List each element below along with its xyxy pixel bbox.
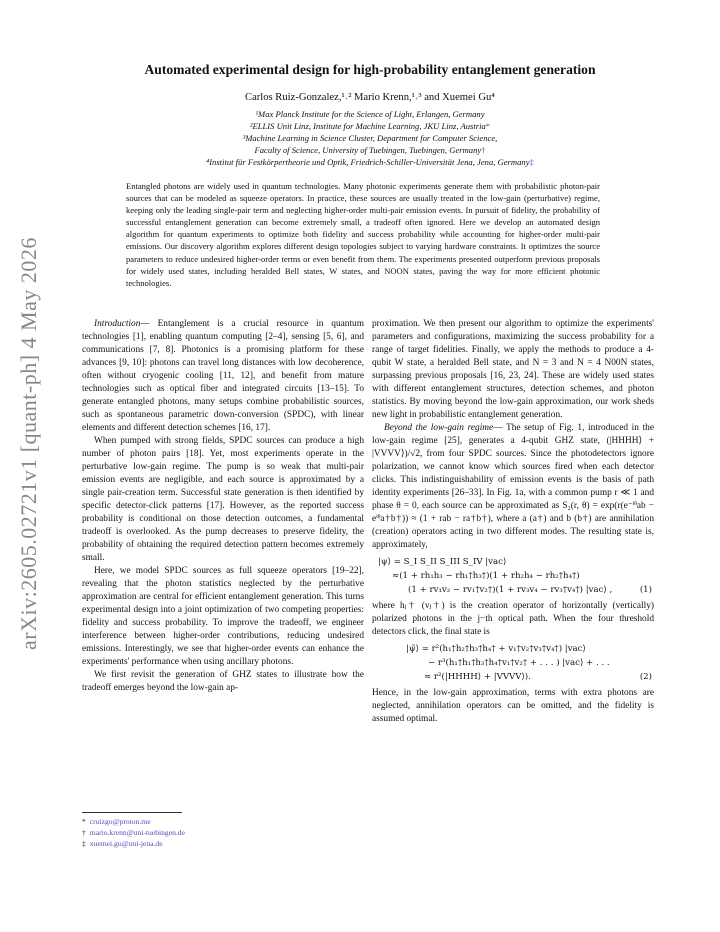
- equation-2-row: ≈ r²(|HHHH⟩ + |VVVV⟩).: [424, 672, 531, 682]
- footnote-mark-2[interactable]: †: [481, 145, 486, 155]
- paragraph-algorithm-overview: proximation. We then present our algorithm to optimize the experiments' parameters and configurations, maximizing the success probability for a range of target fidelities. Finally, we apply the methods to produce a 4-qubit W state, a heralded Bell state, and N = 3 and N = 4 N00N states, surpassing previous proposals [16, 23, 24]. These are widely used states with different entanglement structures, detection schemes, and photon statistics. By moving beyond the low-gain approximation, our work sheds new light in probabilistic entanglement generation.: [372, 319, 654, 420]
- footnote-rule: [82, 812, 182, 813]
- right-column: [372, 318, 654, 726]
- equation-2-number: (2): [639, 672, 652, 682]
- equation-1: [372, 555, 654, 597]
- equation-2-row: |ψ̃⟩ = r²(h₁†h₂†h₃†h₄† + v₁†v₂†v₃†v₄†) |vac⟩: [406, 644, 586, 654]
- paragraph-spdc-pumping: When pumped with strong fields, SPDC sources can produce a high number of photon pairs [18]. Yet, most experiments operate in the perturbative low-gain regime. The pump is so weak that multi-pair emission events are negligible, and each source is approximated by a single pair-creation term. Successful state generation is then identified by specific detector-click patterns [17]. However, as the reported success probability is conditional on those detection outcomes, a fundamental tradeoff is overlooked. As the pump decreases to preserve fidelity, the probability of obtaining the required detection pattern becomes extremely small.: [82, 436, 364, 563]
- equation-1-row: |ψ⟩ = S_I S_II S_III S_IV |vac⟩: [378, 557, 507, 567]
- paragraph-creation-operator: where hⱼ† (vⱼ†) is the creation operator of horizontally (vertically) polarized photons in the j−th optical path. When the four threshold detectors click, the final state is: [372, 601, 654, 637]
- section-lead-beyond-low-gain: Beyond the low-gain regime: [384, 423, 494, 433]
- footnote-mark-3[interactable]: ‡: [529, 157, 534, 167]
- arxiv-identifier-stamp[interactable]: arXiv:2605.02721v1 [quant-ph] 4 May 2026: [16, 237, 41, 650]
- equation-1-number: (1): [639, 585, 652, 595]
- abstract: Entangled photons are widely used in quantum technologies. Many photonic experiments generate them with probabilistic photon-pair sources that can be modeled as squeeze operators. In practice, these sources are usually treated in the low-gain (perturbative) regime, keeping only the leading single-pair term and neglecting higher-order multi-pair emission events. In pursuit of fidelity, the probability of successful entanglement generation can become extremely small, a tradeoff often ignored. Here we develop an automated design algorithm for quantum experiments to optimize both fidelity and success probability while accounting for higher-order multi-pair emissions. Our discovery algorithm explores different design topologies subject to varying hardware constraints. It optimizes the source parameters to reduce undesired higher-order terms or even benefit from them. The experiments presented outperform previous proposals for widely used states, including heralded Bell states, W states, and NOON states, paving the way for more efficient photonic technologies.: [126, 181, 600, 288]
- paragraph-beyond-low-gain: Beyond the low-gain regime— The setup of Fig. 1, introduced in the low-gain regime [25], generates a 4-qubit GHZ state, (|HHHH⟩ + |VVVV⟩)/√2, from four SPDC sources. Since the photodetectors ignore polarization, we cannot know which sources fired when each detector clicks. This indistinguishability of emission events is the basis of path identity experiments [26–33]. In Fig. 1a, with a common pump r ≪ 1 and phase θ = 0, each source can be approximated as S₂(r, θ) = exp(r(e⁻ⁱᶿab − eⁱᶿa†b†)) ≈ (1 + rab − ra†b†), where a (a†) and b (b†) are annihilation (creation) operators acting in two different modes. The resulting state is, approximately,: [372, 423, 654, 550]
- paragraph-introduction: Introduction— Entanglement is a crucial resource in quantum technologies [1], enabling quantum computing [2–4], sensing [5, 6], and communications [7, 8]. Photonics is a promising platform for these advances [9, 10]: photons can travel long distances with low decoherence, often without cryogenic cooling [11, 12], and benefit from mature technologies such as optical fiber and integrated circuits [13–15]. To generate entangled photons, many setups combine probabilistic sources, such as spontaneous parametric down-conversion (SPDC), with linear elements and different detection schemes [16, 17].: [82, 319, 364, 433]
- equation-1-row: (1 + rv₁v₂ − rv₁†v₂†)(1 + rv₃v₄ − rv₃†v₄†) |vac⟩ ,: [408, 585, 613, 595]
- affiliations: [70, 108, 670, 168]
- affiliation-1: ¹Max Planck Institute for the Science of Light, Erlangen, Germany: [255, 109, 485, 119]
- footnote-mark-1[interactable]: *: [485, 121, 491, 131]
- affiliation-3: ³Machine Learning in Science Cluster, Department for Computer Science,: [242, 133, 498, 143]
- affiliation-3-cont: Faculty of Science, University of Tuebingen, Tuebingen, Germany†: [254, 145, 486, 155]
- footnote-email-1[interactable]: * cruizgo@proton.me: [82, 817, 151, 826]
- paragraph-ghz-revisit: We first revisit the generation of GHZ states to illustrate how the tradeoff emerges beyond the low-gain ap-: [82, 670, 364, 693]
- paper-title: Automated experimental design for high-probability entanglement generation: [144, 62, 596, 77]
- paragraph-low-gain-conclusion: Hence, in the low-gain approximation, terms with extra photons are neglected, annihilation operators can be omitted, and the fidelity is assumed optimal.: [372, 688, 654, 724]
- footnote-email-2[interactable]: † mario.krenn@uni-tuebingen.de: [82, 828, 185, 837]
- affiliation-2: ²ELLIS Unit Linz, Institute for Machine Learning, JKU Linz, Austria*: [249, 121, 491, 131]
- author-list: Carlos Ruiz-Gonzalez,¹˒² Mario Krenn,¹˒³ and Xuemei Gu⁴: [245, 92, 495, 103]
- left-column: [82, 318, 364, 695]
- equation-2-row: − r³(h₁†h₁†h₃†h₄†v₁†v₂† + . . . ) |vac⟩ + . . .: [428, 658, 610, 668]
- affiliation-4: ⁴Institut für Festkörpertheorie und Optik, Friedrich-Schiller-Universität Jena, Jena, Germany‡: [206, 157, 534, 167]
- footnote-email-3[interactable]: ‡ xuemei.gu@uni-jena.de: [82, 839, 163, 848]
- equation-1-row: ≈(1 + rh₁h₃ − rh₁†h₃†)(1 + rh₂h₄ − rh₂†h₄†): [392, 571, 580, 581]
- paragraph-squeeze-model: Here, we model SPDC sources as full squeeze operators [19–22], revealing that the photon statistics neglected by the perturbative approximation are central for efficient entanglement generation. This turns experimental design into a joint optimization of two competing properties: fidelity and success probability. To improve the tradeoff, we engineer interference between higher-order contributions, reducing undesired emissions. Interestingly, we see that higher-order events can enhance the experiments' performance when using ancillary photons.: [82, 566, 364, 667]
- equation-2: [372, 642, 654, 684]
- section-lead-introduction: Introduction: [94, 319, 141, 329]
- footnotes: [82, 812, 364, 849]
